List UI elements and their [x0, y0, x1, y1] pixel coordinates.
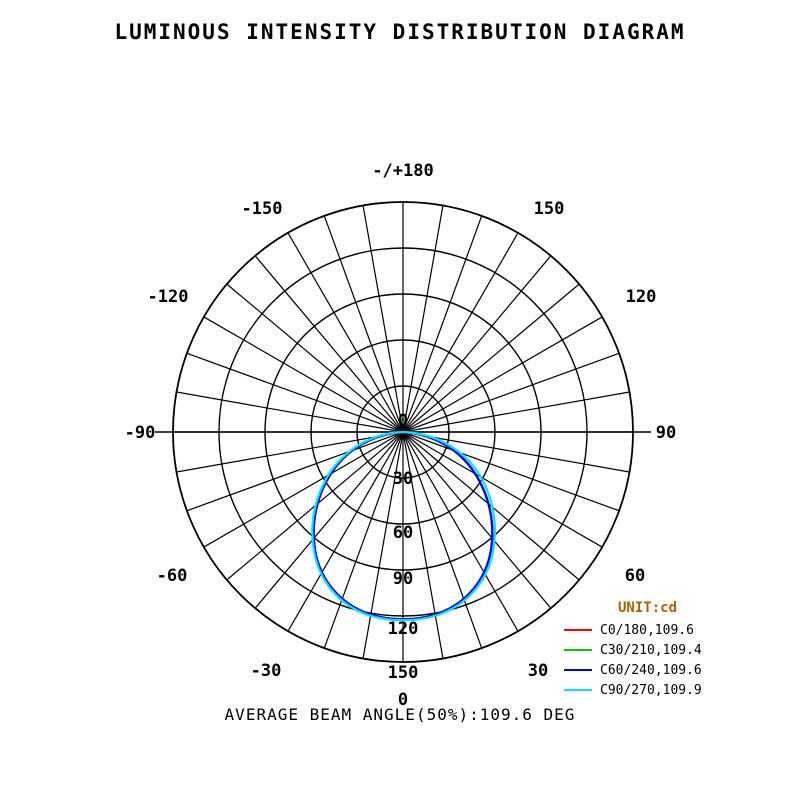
legend-unit-label: UNIT:cd	[618, 600, 678, 616]
angle-label-neg30: -30	[250, 661, 282, 681]
angle-label-60: 60	[624, 566, 646, 586]
radial-tick-0: 0	[397, 411, 409, 431]
legend-swatch-c0	[564, 629, 592, 631]
angle-label-0: 0	[397, 690, 409, 710]
legend-item-c0	[560, 620, 760, 640]
legend-swatch-c60	[564, 669, 592, 671]
legend-label-c30: C30/210,109.4	[600, 642, 702, 658]
legend-label-c60: C60/240,109.6	[600, 662, 702, 678]
angle-label-90: 90	[655, 423, 677, 443]
average-beam-angle-caption: AVERAGE BEAM ANGLE(50%):109.6 DEG	[224, 705, 576, 724]
radial-tick-90: 90	[392, 569, 414, 589]
legend-label-c90: C90/270,109.9	[600, 682, 702, 698]
radial-tick-60: 60	[392, 523, 414, 543]
angle-label-120: 120	[625, 287, 657, 307]
angle-label-neg120: -120	[147, 287, 189, 307]
angle-label-neg150: -150	[241, 199, 283, 219]
legend-item-c60	[560, 660, 760, 680]
legend-swatch-c90	[564, 689, 592, 691]
legend	[560, 600, 760, 700]
angle-label-neg60: -60	[156, 566, 188, 586]
legend-swatch-c30	[564, 649, 592, 651]
legend-item-c30	[560, 640, 760, 660]
radial-tick-150: 150	[387, 663, 419, 683]
angle-label-neg90: -90	[124, 423, 156, 443]
angle-label-180: -/+180	[372, 161, 434, 181]
radial-tick-120: 120	[387, 619, 419, 639]
radial-tick-30: 30	[392, 469, 414, 489]
angle-label-150: 150	[533, 199, 565, 219]
legend-item-c90	[560, 680, 760, 700]
page-title: LUMINOUS INTENSITY DISTRIBUTION DIAGRAM	[114, 20, 686, 44]
angle-label-30: 30	[527, 661, 549, 681]
legend-label-c0: C0/180,109.6	[600, 622, 694, 638]
